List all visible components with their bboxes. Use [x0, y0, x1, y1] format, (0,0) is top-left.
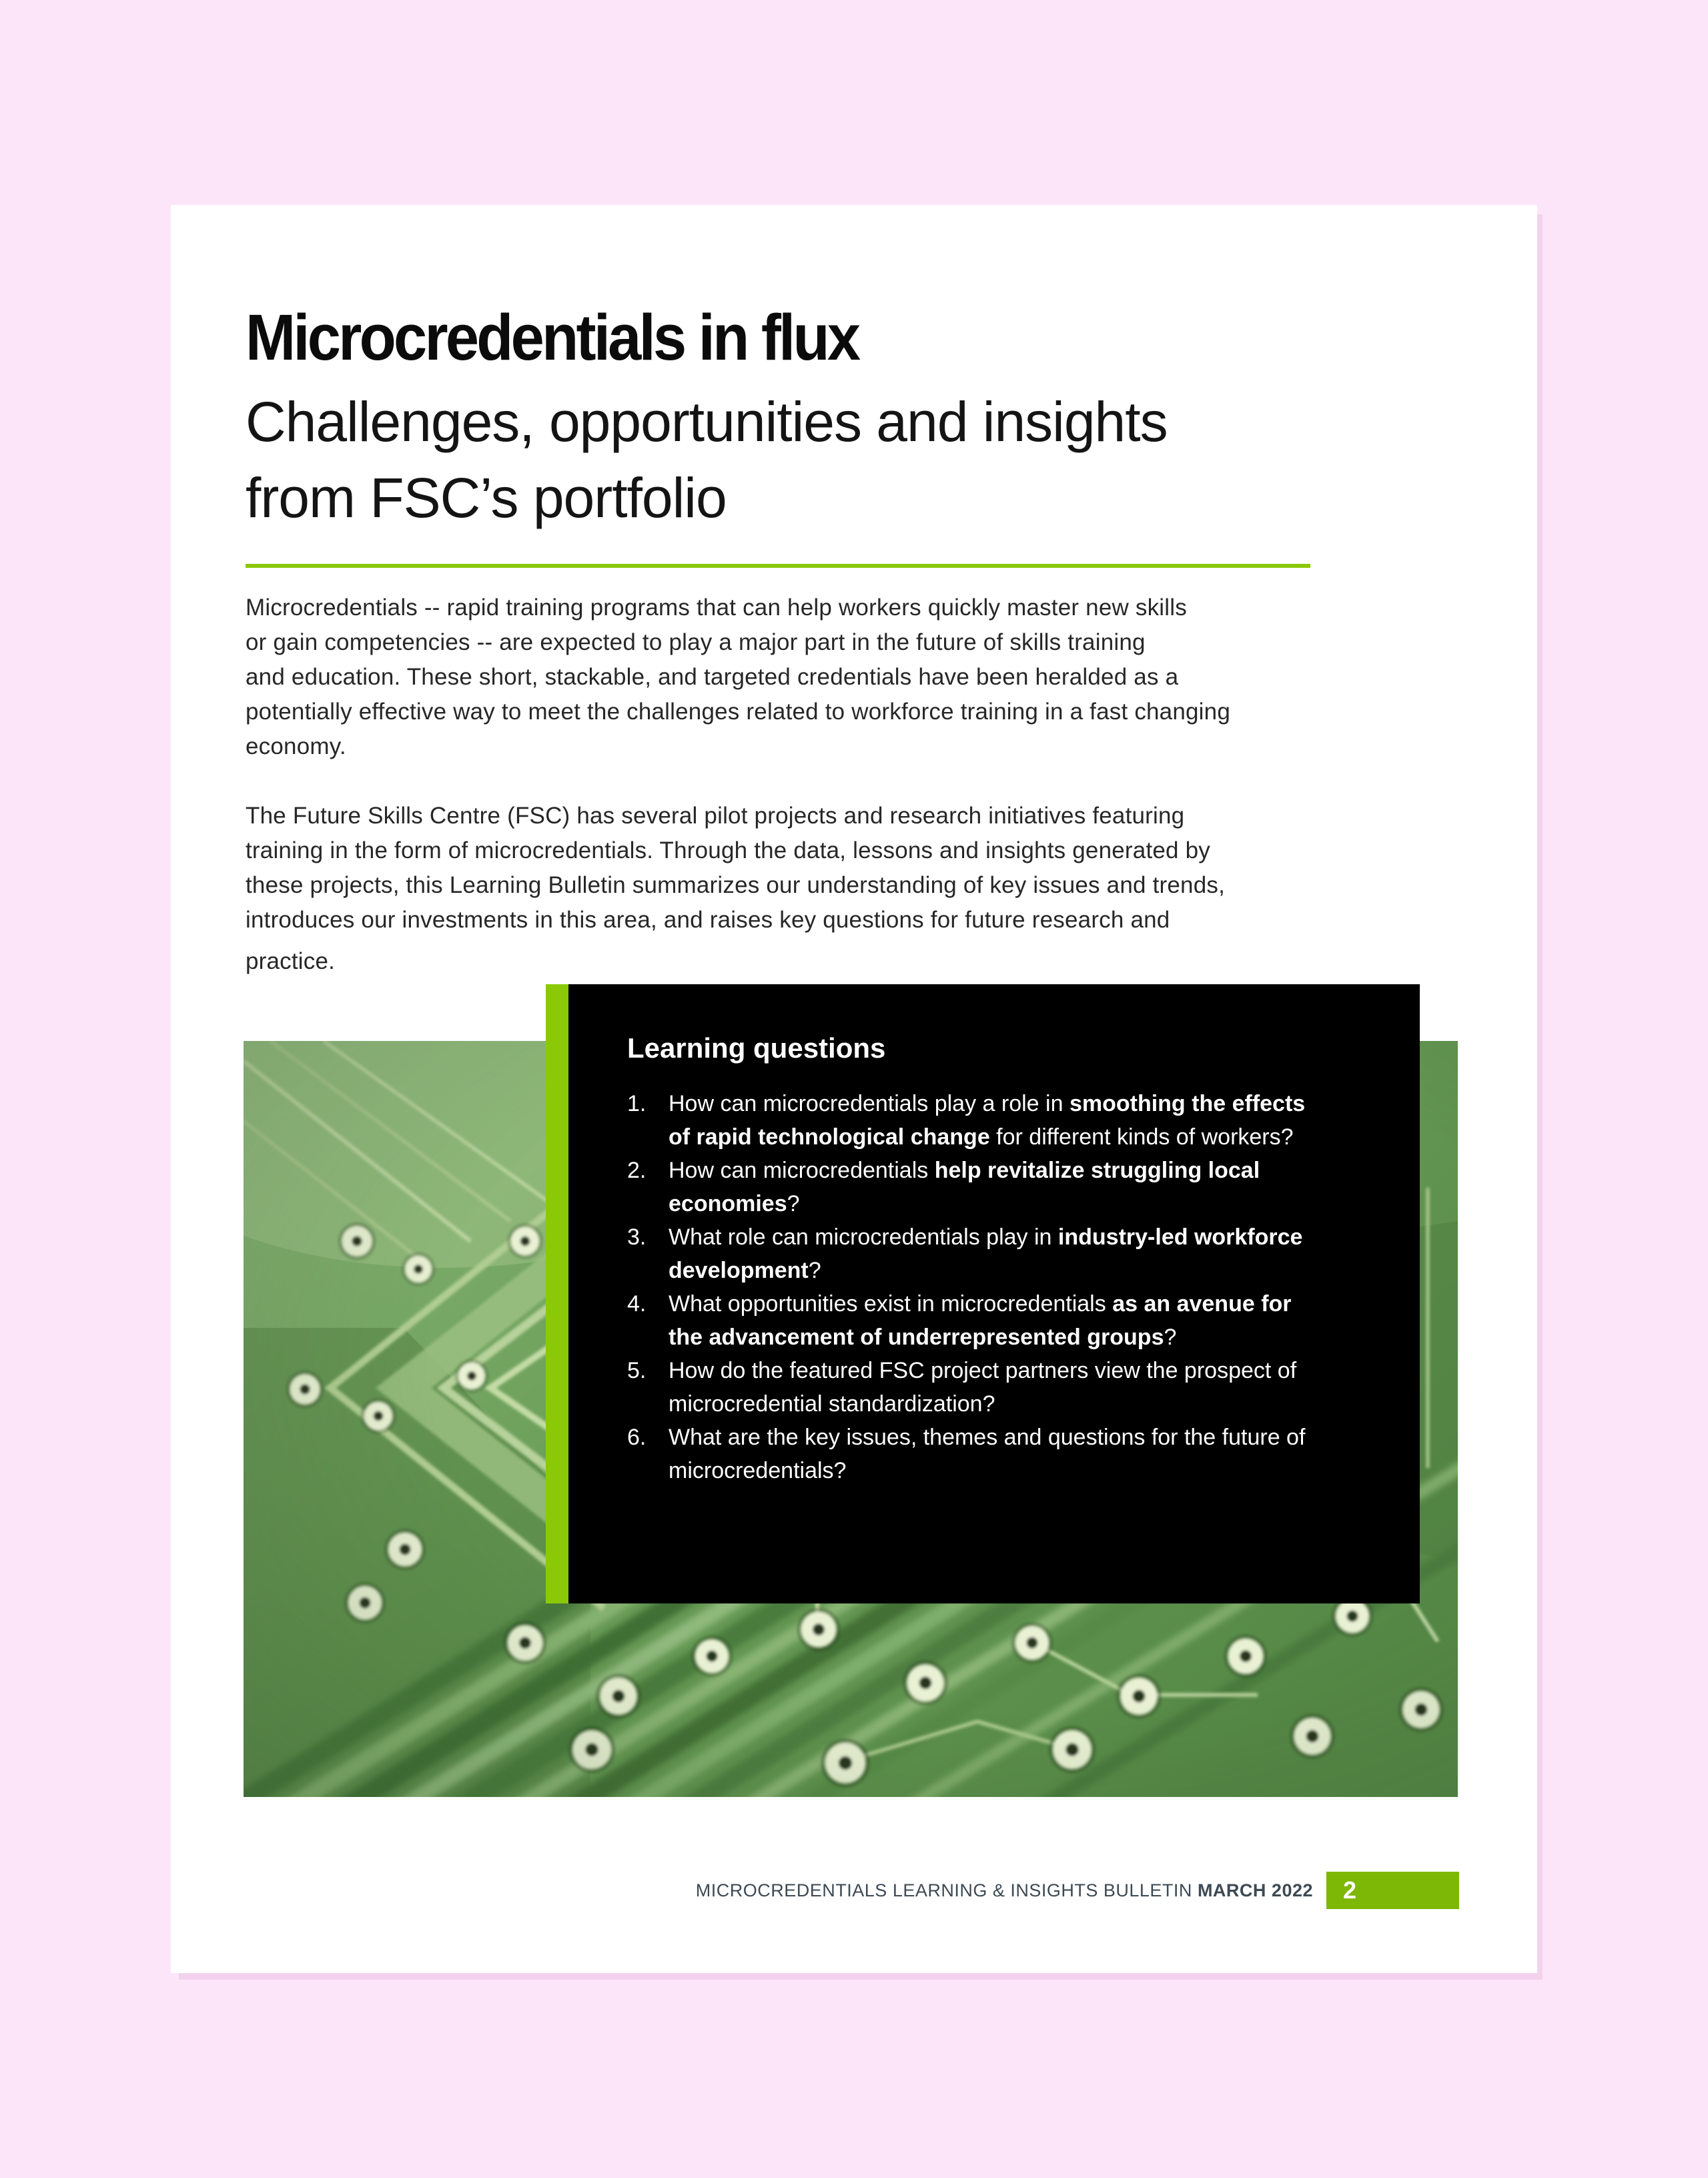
text-line: potentially effective way to meet the challenges related to workforce training in a fast changing: [246, 699, 1230, 725]
page-sheet: [171, 205, 1537, 1973]
learning-question-item: [627, 1220, 1319, 1287]
learning-question-item: [627, 1354, 1319, 1421]
text-line: The Future Skills Centre (FSC) has several pilot projects and research initiatives featuring: [246, 803, 1185, 829]
text-line: from FSC’s portfolio: [246, 466, 727, 529]
text-line: economy.: [246, 733, 346, 759]
intro-paragraph-1: [246, 591, 1420, 764]
page-title: Microcredentials in flux: [246, 301, 859, 374]
page-footer: [171, 1872, 1459, 1909]
page-subtitle: [246, 384, 1168, 536]
learning-question-item: [627, 1287, 1319, 1354]
list-item-number: 4.: [627, 1291, 647, 1317]
text-line: practice.: [246, 948, 336, 974]
list-item-number: 6.: [627, 1425, 647, 1450]
text-line: Microcredentials -- rapid training programs that can help workers quickly master new skills: [246, 595, 1187, 621]
list-item-number: 5.: [627, 1358, 647, 1383]
footer-bulletin-label: MICROCREDENTIALS LEARNING & INSIGHTS BULLETIN: [695, 1880, 1192, 1900]
intro-paragraph-2: [246, 799, 1420, 979]
list-item-number: 2.: [627, 1158, 647, 1183]
footer-bulletin-text: [696, 1880, 1313, 1901]
learning-question-item: [627, 1087, 1319, 1154]
text-line: or gain competencies -- are expected to play a major part in the future of skills training: [246, 629, 1146, 655]
list-item-number: 3.: [627, 1224, 647, 1250]
list-item-text: What opportunities exist in microcredentials as an avenue for the advancement of underrepresented groups?: [669, 1291, 1292, 1350]
page-number-badge: [1326, 1872, 1459, 1909]
footer-issue-date: MARCH 2022: [1197, 1880, 1313, 1900]
list-item-text: How do the featured FSC project partners view the prospect of microcredential standardization?: [669, 1358, 1297, 1417]
learning-question-item: [627, 1421, 1319, 1487]
list-item-text: How can microcredentials help revitalize struggling local economies?: [669, 1158, 1260, 1216]
text-line: training in the form of microcredentials. Through the data, lessons and insights generated by: [246, 837, 1210, 863]
learning-question-item: [627, 1154, 1319, 1220]
list-item-text: What are the key issues, themes and questions for the future of microcredentials?: [669, 1425, 1306, 1483]
text-line: Challenges, opportunities and insights: [246, 390, 1168, 453]
accent-rule: [246, 564, 1310, 568]
text-line: these projects, this Learning Bulletin summarizes our understanding of key issues and trends,: [246, 872, 1225, 898]
page-number: 2: [1343, 1876, 1357, 1904]
text-line: and education. These short, stackable, and targeted credentials have been heralded as a: [246, 664, 1179, 690]
learning-questions-list: [627, 1087, 1319, 1487]
list-item-text: How can microcredentials play a role in smoothing the effects of rapid technological change for different kinds of workers?: [669, 1091, 1306, 1150]
learning-questions-box: [546, 984, 1420, 1603]
text-line: introduces our investments in this area, and raises key questions for future research and: [246, 907, 1170, 933]
list-item-number: 1.: [627, 1091, 647, 1116]
learning-questions-heading: Learning questions: [627, 1032, 886, 1064]
list-item-text: What role can microcredentials play in industry-led workforce development?: [669, 1224, 1303, 1283]
